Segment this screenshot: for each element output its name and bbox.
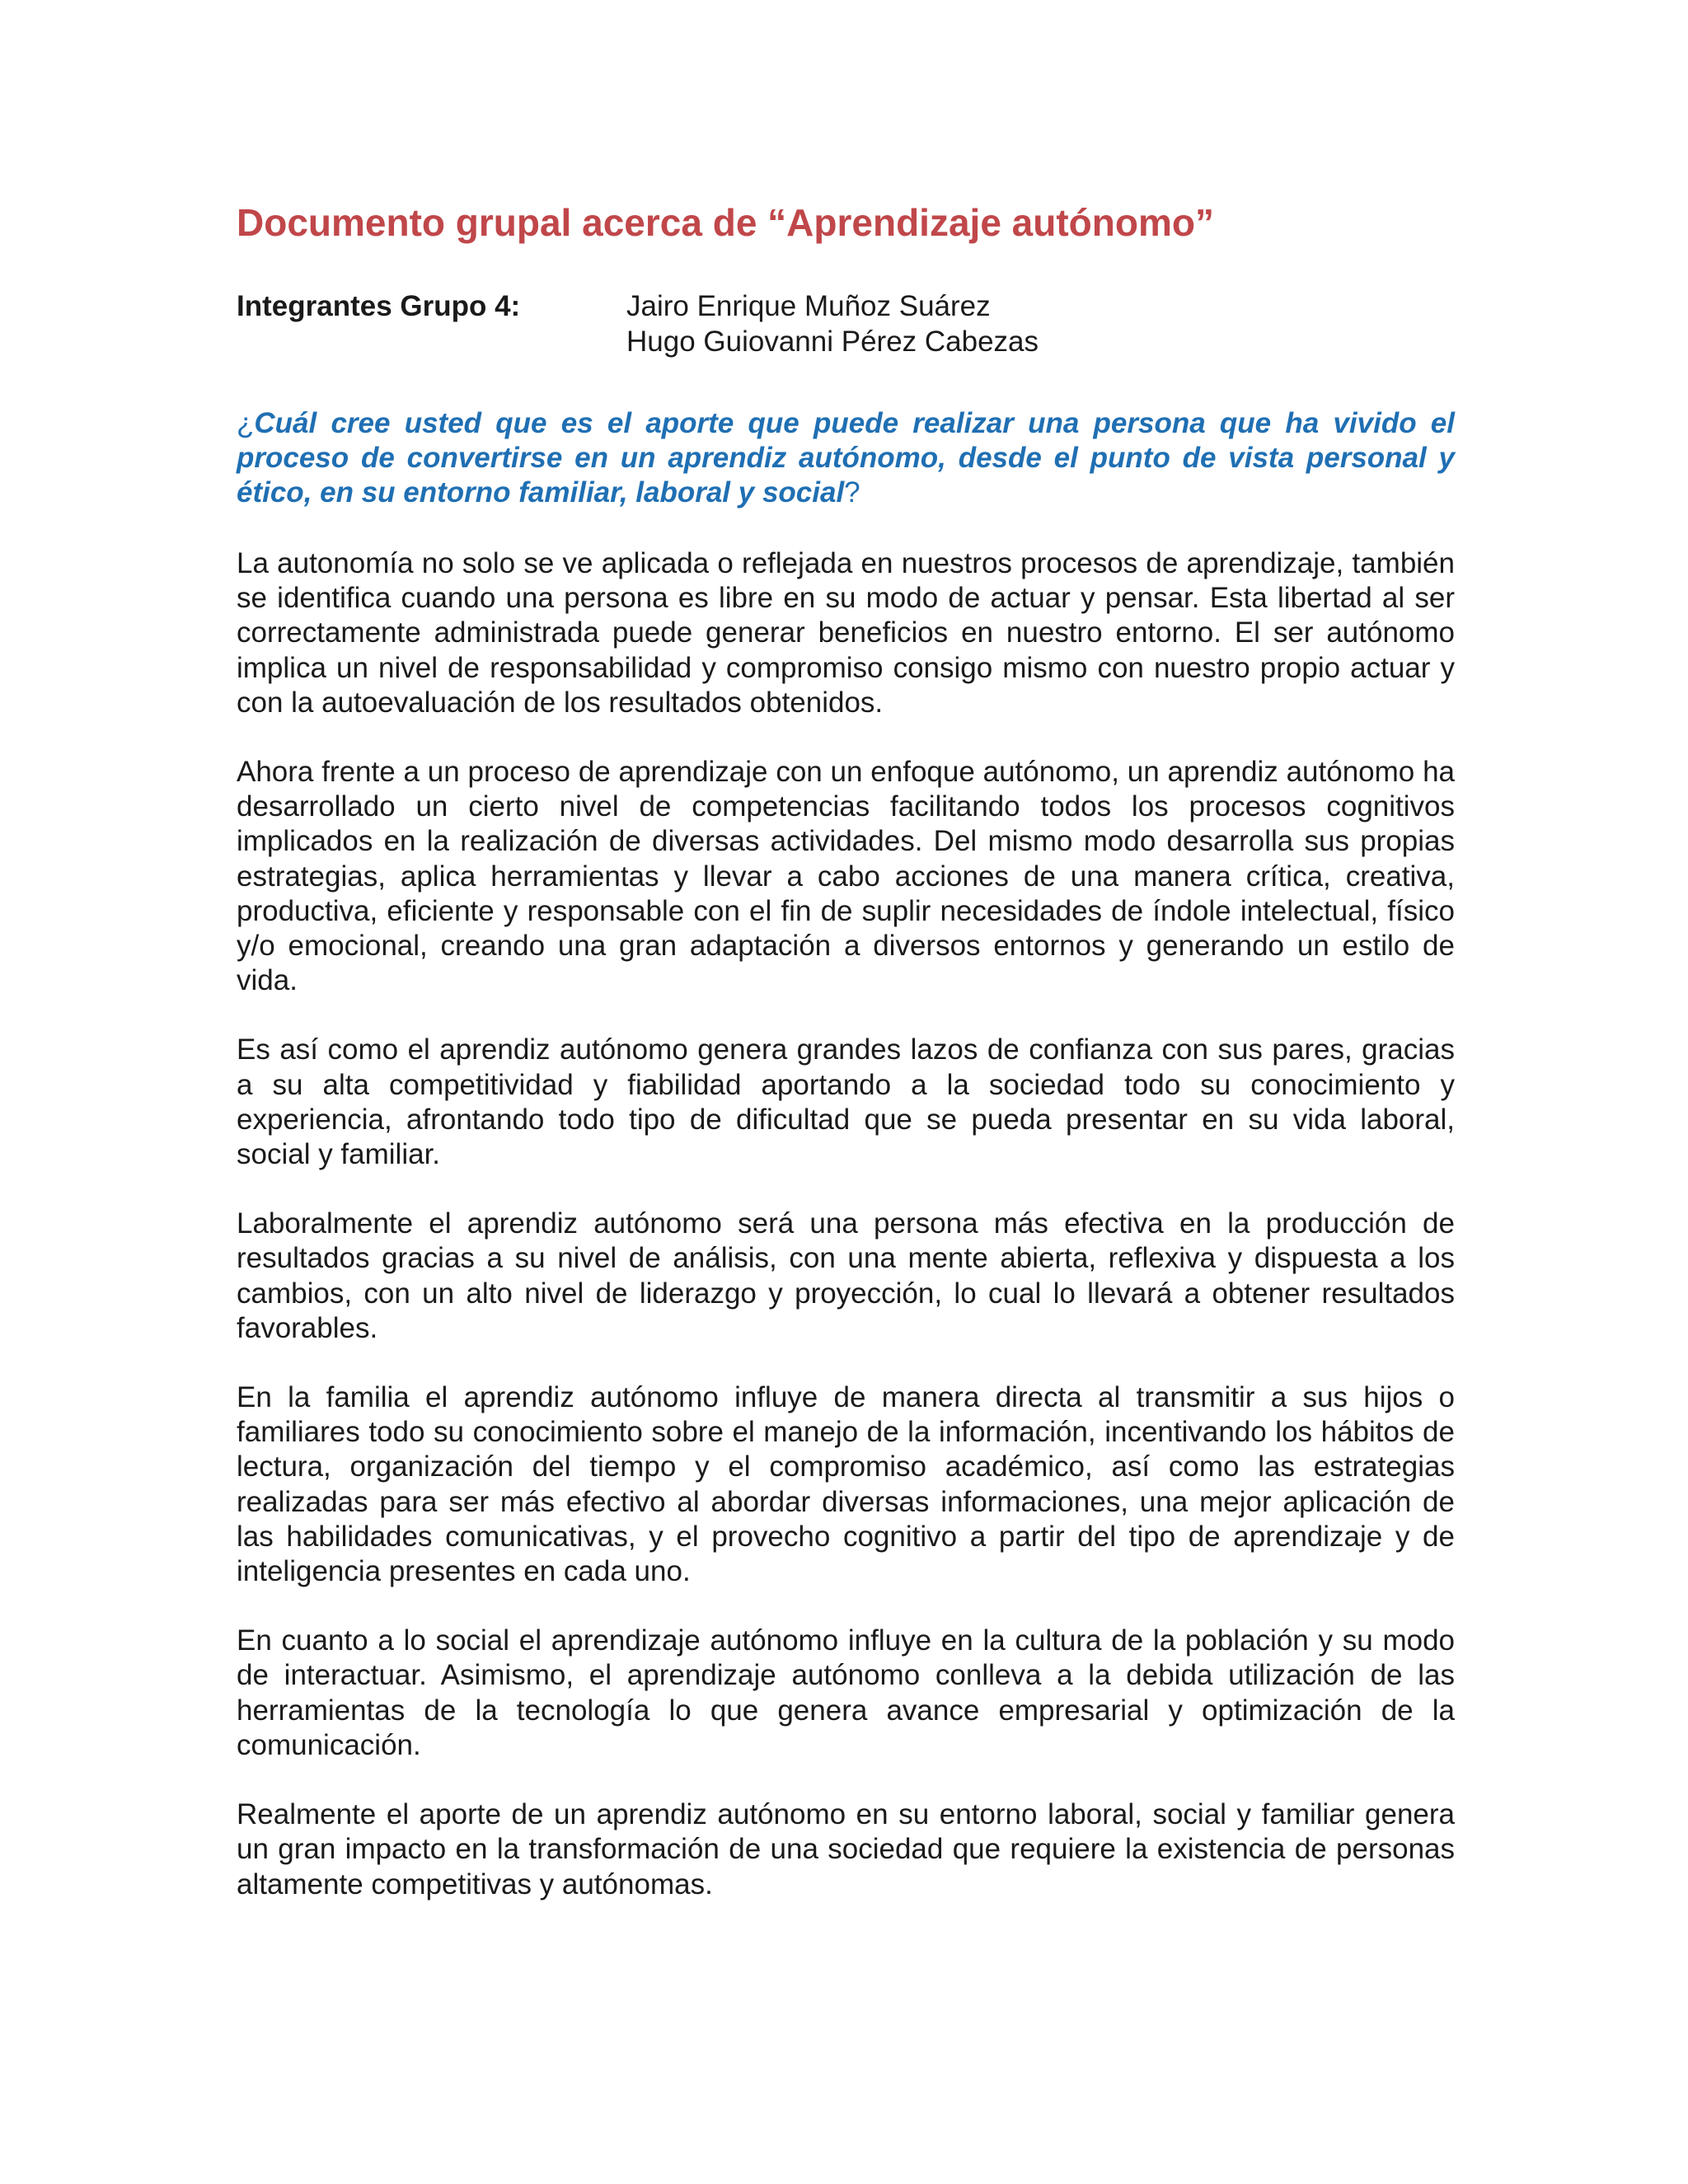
question-open-mark: ¿ xyxy=(237,407,255,439)
body-paragraph: En la familia el aprendiz autónomo influye de manera directa al transmitir a sus hijos o familiares todo su conocimiento sobre el manejo de la información, incentivando los hábitos de lectura, organización del tiempo y el compromiso académico, así como las estrategias realizadas para ser más efectivo al abordar diversas informaciones, una mejor aplicación de las habilidades comunicativas, y el provecho cognitivo a partir del tipo de aprendizaje y de inteligencia presentes en cada uno. xyxy=(237,1381,1455,1588)
body-paragraph: Laboralmente el aprendiz autónomo será una persona más efectiva en la producción de resultados gracias a su nivel de análisis, con una mente abierta, reflexiva y dispuesta a los cambios, con un alto nivel de liderazgo y proyección, lo cual lo llevará a obtener resultados favorables. xyxy=(237,1207,1455,1344)
body-paragraph: Ahora frente a un proceso de aprendizaje con un enfoque autónomo, un aprendiz autónomo ha desarrollado un cierto nivel de competencias facilitando todos los procesos cognitivos implicados en la realización de diversas actividades. Del mismo modo desarrolla sus propias estrategias, aplica herramientas y llevar a cabo acciones de una manera crítica, creativa, productiva, eficiente y responsable con el fin de suplir necesidades de índole intelectual, físico y/o emocional, creando una gran adaptación a diversos entornos y generando un estilo de vida. xyxy=(237,756,1455,997)
body-paragraph: Realmente el aporte de un aprendiz autónomo en su entorno laboral, social y familiar genera un gran impacto en la transformación de una sociedad que requiere la existencia de personas altamente competitivas y autónomas. xyxy=(237,1798,1455,1900)
members-block xyxy=(237,288,1455,359)
body-paragraph: La autonomía no solo se ve aplicada o reflejada en nuestros procesos de aprendizaje, también se identifica cuando una persona es libre en su modo de actuar y pensar. Esta libertad al ser correctamente administrada puede generar beneficios en nuestro entorno. El ser autónomo implica un nivel de responsabilidad y compromiso consigo mismo con nuestro propio actuar y con la autoevaluación de los resultados obtenidos. xyxy=(237,547,1455,719)
document-page xyxy=(237,198,1455,1902)
member-name: Hugo Guiovanni Pérez Cabezas xyxy=(626,326,1039,358)
body-paragraph: En cuanto a lo social el aprendizaje autónomo influye en la cultura de la población y su modo de interactuar. Asimismo, el aprendizaje autónomo conlleva a la debida utilización de las herramientas de la tecnología lo que genera avance empresarial y optimización de la comunicación. xyxy=(237,1624,1455,1761)
member-name: Jairo Enrique Muñoz Suárez xyxy=(626,290,991,322)
members-list xyxy=(626,288,1039,359)
body-paragraph: Es así como el aprendiz autónomo genera grandes lazos de confianza con sus pares, gracias a su alta competitividad y fiabilidad aportando a la sociedad todo su conocimiento y experiencia, afrontando todo tipo de dificultad que se pueda presentar en su vida laboral, social y familiar. xyxy=(237,1033,1455,1171)
question-text: Cuál cree usted que es el aporte que puede realizar una persona que ha vivido el proceso de convertirse en un aprendiz autónomo, desde el punto de vista personal y ético, en su entorno familiar, laboral y social xyxy=(237,407,1455,509)
guiding-question xyxy=(237,406,1455,510)
members-label: Integrantes Grupo 4: xyxy=(237,290,521,322)
document-title: Documento grupal acerca de “Aprendizaje autónomo” xyxy=(237,201,1214,244)
question-close-mark: ? xyxy=(844,476,860,509)
